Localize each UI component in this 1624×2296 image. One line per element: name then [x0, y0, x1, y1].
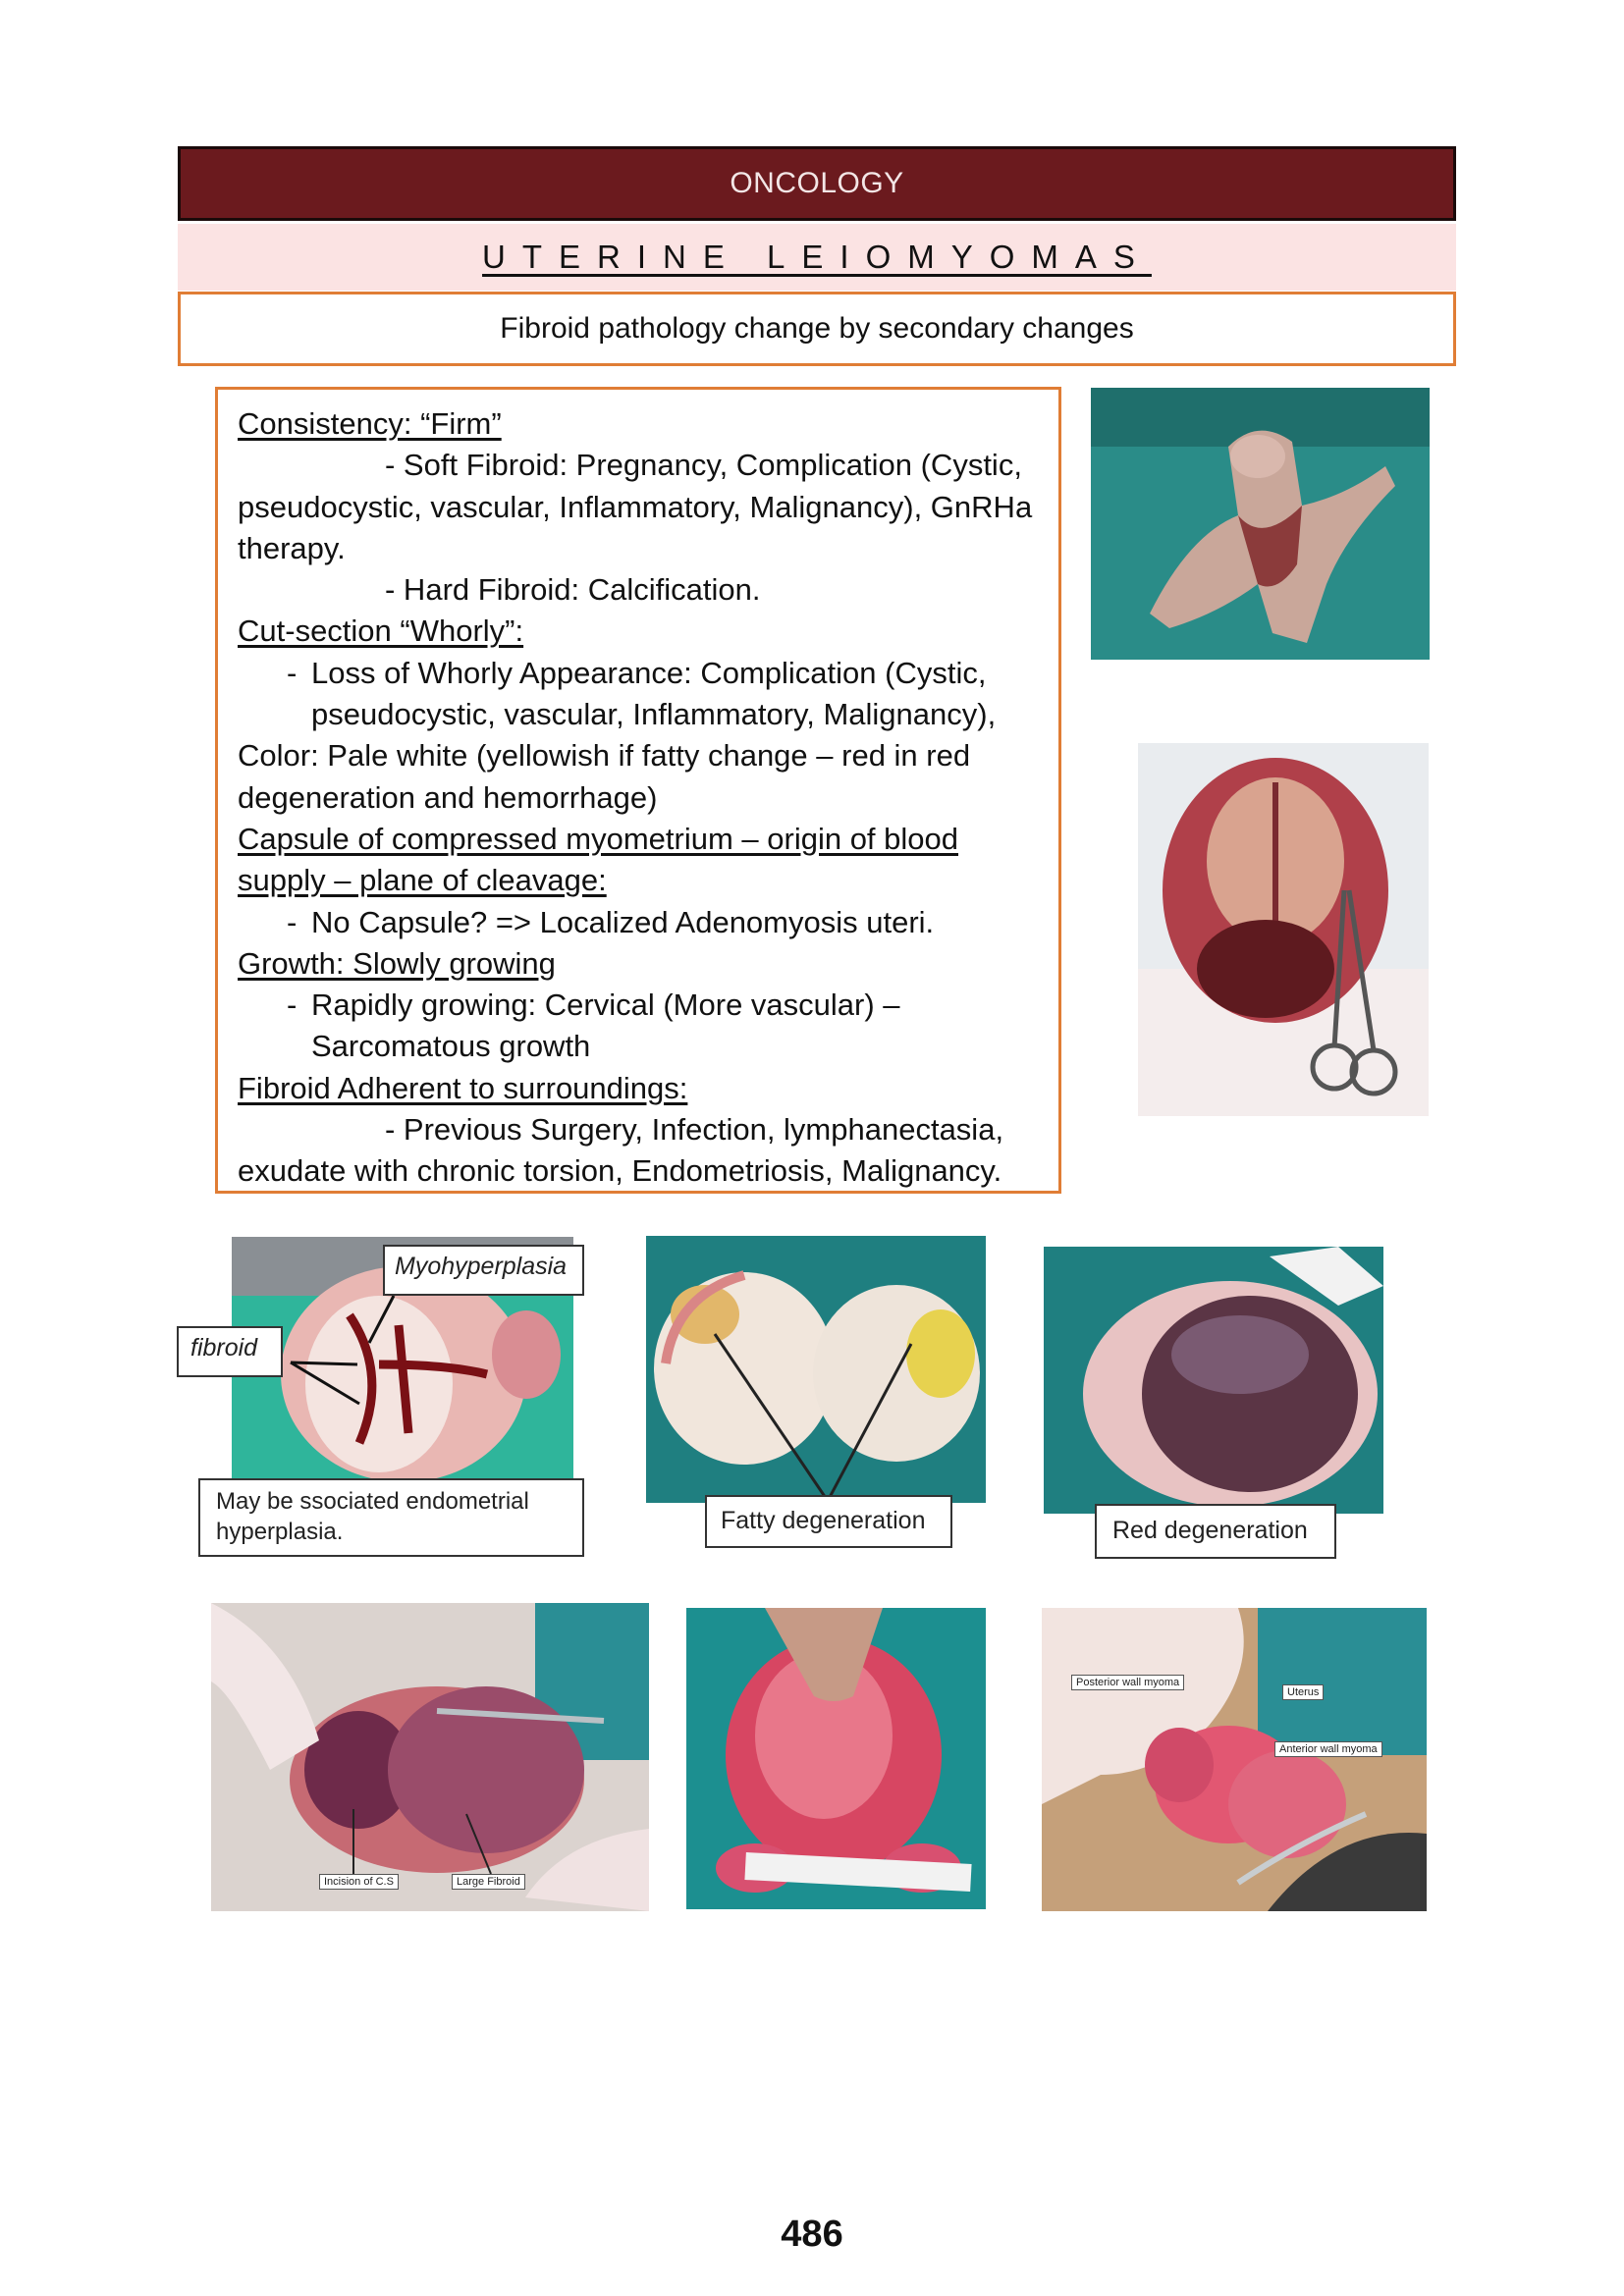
rapid-growth-line: Rapidly growing: Cervical (More vascular) – Sarcomatous growth	[311, 988, 900, 1064]
anterior-wall-label: Anterior wall myoma	[1274, 1741, 1382, 1757]
adherent-line: - Previous Surgery, Infection, lymphanectasia,	[385, 1112, 1004, 1148]
capsule-heading: Capsule of compressed myometrium – origin of blood supply – plane of cleavage:	[238, 821, 959, 898]
red-degeneration-label: Red degeneration	[1095, 1504, 1336, 1559]
red-degeneration-figure	[1044, 1247, 1383, 1559]
hard-fibroid-line: - Hard Fibroid: Calcification.	[385, 572, 761, 608]
red-degeneration-photo	[1044, 1247, 1383, 1514]
pathology-text-panel	[215, 387, 1061, 1194]
fatty-degeneration-label: Fatty degeneration	[705, 1495, 952, 1548]
incision-label: Incision of C.S	[319, 1874, 399, 1890]
fibroid-label: fibroid	[177, 1326, 283, 1377]
myoma-location-photo	[1042, 1608, 1427, 1911]
uterus-specimen-photo	[686, 1608, 986, 1909]
no-capsule-line: No Capsule? => Localized Adenomyosis uteri.	[311, 904, 935, 939]
specimen-photo-1	[1091, 388, 1430, 660]
large-fibroid-label: Large Fibroid	[452, 1874, 525, 1890]
uterus-label: Uterus	[1282, 1684, 1324, 1700]
fatty-degeneration-photo	[646, 1236, 986, 1503]
growth-heading: Growth: Slowly growing	[238, 945, 556, 981]
specimen-photo-2	[1138, 743, 1429, 1116]
title-band	[178, 224, 1456, 291]
page-title: UTERINE LEIOMYOMAS	[482, 239, 1152, 275]
soft-fibroid-cont: pseudocystic, vascular, Inflammatory, Malignancy), GnRHa therapy.	[238, 489, 1033, 565]
large-fibroid-cs-photo	[211, 1603, 649, 1911]
section-header: ONCOLOGY	[178, 146, 1456, 221]
page-number: 486	[781, 2214, 843, 2255]
consistency-heading: Consistency: “Firm”	[238, 406, 502, 441]
bullet-dash: -	[287, 988, 298, 1023]
posterior-wall-label: Posterior wall myoma	[1071, 1675, 1184, 1690]
subtitle-box: Fibroid pathology change by secondary changes	[178, 292, 1456, 366]
adherent-heading: Fibroid Adherent to surroundings:	[238, 1070, 688, 1105]
soft-fibroid-line: - Soft Fibroid: Pregnancy, Complication (Cystic,	[385, 448, 1022, 483]
loss-whorly-line: Loss of Whorly Appearance: Complication (Cystic, pseudocystic, vascular, Inflammatory, Malignancy),	[311, 655, 997, 732]
adherent-cont: exudate with chronic torsion, Endometriosis, Malignancy.	[238, 1153, 1002, 1189]
myohyperplasia-figure	[177, 1237, 584, 1558]
fatty-degeneration-figure	[646, 1236, 986, 1550]
myohyperplasia-label: Myohyperplasia	[383, 1245, 584, 1296]
cut-section-heading: Cut-section “Whorly”:	[238, 614, 524, 649]
bullet-dash: -	[287, 655, 298, 690]
color-line: Color: Pale white (yellowish if fatty change – red in red degeneration and hemorrhage)	[238, 738, 971, 815]
endometrial-caption: May be ssociated endometrial hyperplasia.	[198, 1478, 584, 1557]
bullet-dash: -	[287, 904, 298, 939]
